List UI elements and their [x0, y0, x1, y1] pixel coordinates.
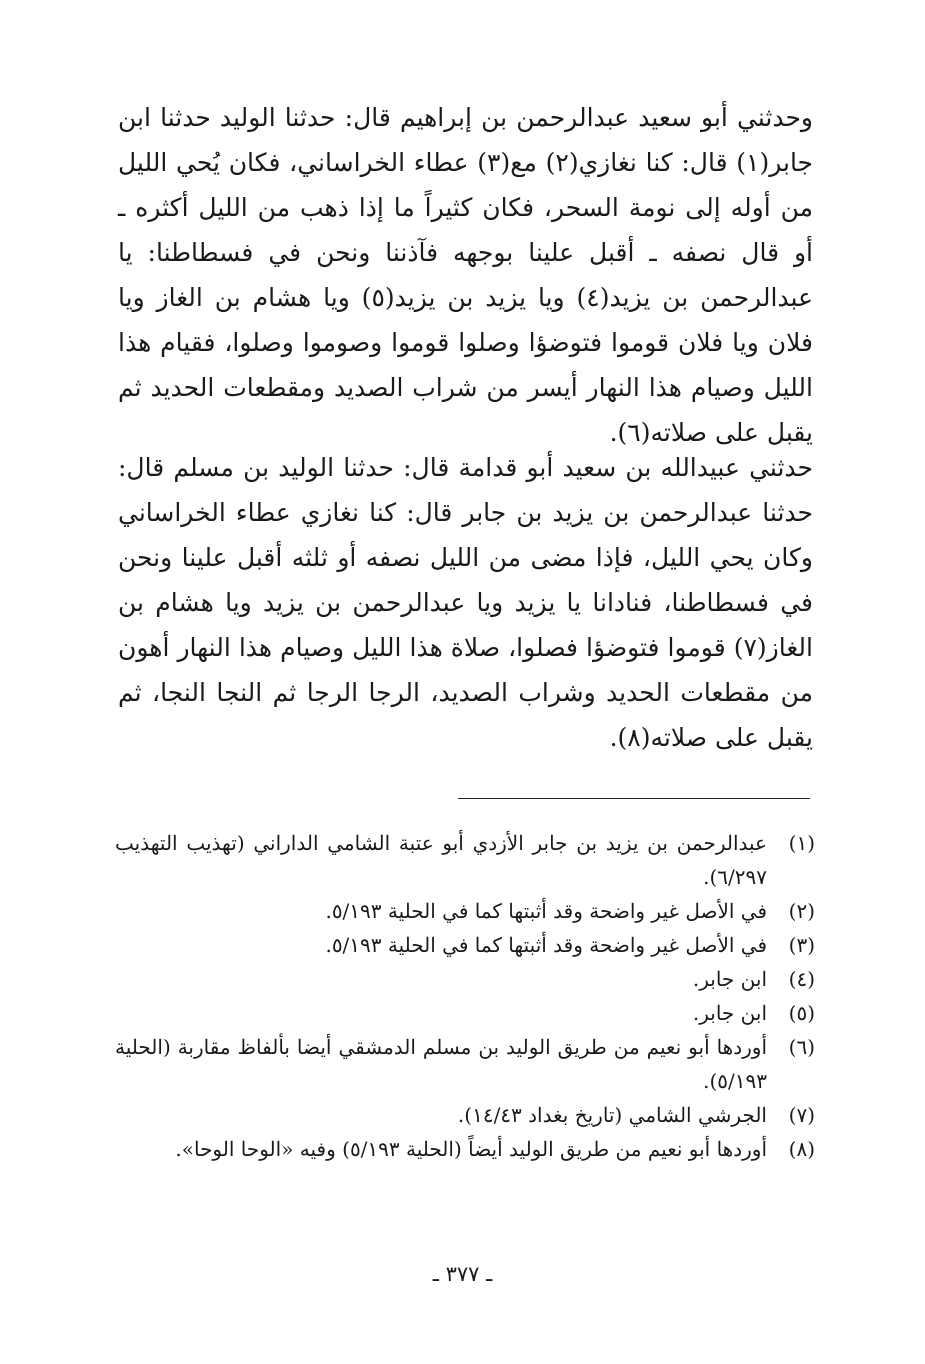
body-paragraph-2: حدثني عبيدالله بن سعيد أبو قدامة قال: حدثنا الوليد بن مسلم قال: حدثنا عبدالرحمن بن يزيد بن جابر قال: كنا نغازي عطاء الخراساني وكان يحي الليل، فإذا مضى من الليل نصفه أو ثلثه أقبل علينا ونحن في فسطاطنا، فنادانا يا يزيد ويا عبدالرحمن بن يزيد ويا هشام بن الغاز(٧) قوموا فتوضؤا فصلوا، صلاة هذا الليل وصيام هذا النهار أهون من مقطعات الحديد وشراب الصديد، الرجا الرجا ثم النجا النجا، ثم يقبل على صلاته(٨).: [118, 453, 813, 752]
footnote-6: [115, 1030, 815, 1098]
footnotes-list: [115, 826, 815, 1166]
footnote-text: في الأصل غير واضحة وقد أثبتها كما في الحلية ٥/١٩٣.: [325, 899, 767, 923]
footnote-separator: [458, 798, 810, 799]
footnote-number: (٧): [788, 1103, 815, 1127]
footnote-number: (١): [788, 831, 815, 855]
footnote-7: [115, 1098, 815, 1132]
footnote-number: (٢): [788, 899, 815, 923]
footnote-text: عبدالرحمن بن يزيد بن جابر الأزدي أبو عتبة الشامي الداراني (تهذيب التهذيب ٦/٢٩٧).: [115, 831, 767, 889]
footnote-4: [115, 962, 815, 996]
footnote-5: [115, 996, 815, 1030]
footnote-text: ابن جابر.: [692, 967, 767, 991]
footnote-number: (٣): [788, 933, 815, 957]
footnote-number: (٤): [788, 967, 815, 991]
footnote-text: أوردها أبو نعيم من طريق الوليد أيضاً (الحلية ٥/١٩٣) وفيه «الوحا الوحا».: [175, 1137, 767, 1161]
footnote-8: [115, 1132, 815, 1166]
footnote-number: (٥): [788, 1001, 815, 1025]
footnote-text: أوردها أبو نعيم من طريق الوليد بن مسلم الدمشقي أيضا بألفاظ مقاربة (الحلية ٥/١٩٣).: [115, 1035, 767, 1093]
footnote-number: (٨): [788, 1137, 815, 1161]
footnote-text: ابن جابر.: [692, 1001, 767, 1025]
footnote-1: [115, 826, 815, 894]
footnote-text: الجرشي الشامي (تاريخ بغداد ١٤/٤٣).: [457, 1103, 767, 1127]
body-paragraph-1: وحدثني أبو سعيد عبدالرحمن بن إبراهيم قال: حدثنا الوليد حدثنا ابن جابر(١) قال: كنا نغازي(٢) مع(٣) عطاء الخراساني، فكان يُحي الليل من أوله إلى نومة السحر، فكان كثيراً ما إذا ذهب من الليل أكثره ـ أو قال نصفه ـ أقبل علينا بوجهه فآذننا ونحن في فسطاطنا: يا عبدالرحمن بن يزيد(٤) ويا يزيد بن يزيد(٥) ويا هشام بن الغاز ويا فلان ويا فلان قوموا فتوضؤا وصلوا قوموا وصوموا وصلوا، فقيام هذا الليل وصيام هذا النهار أيسر من شراب الصديد ومقطعات الحديد ثم يقبل على صلاته(٦).: [118, 103, 814, 447]
footnote-number: (٦): [788, 1035, 815, 1059]
page-number: ـ ٣٧٧ ـ: [432, 1262, 493, 1286]
footnote-3: [115, 928, 815, 962]
footnote-text: في الأصل غير واضحة وقد أثبتها كما في الحلية ٥/١٩٣.: [325, 933, 767, 957]
footnote-2: [115, 894, 815, 928]
